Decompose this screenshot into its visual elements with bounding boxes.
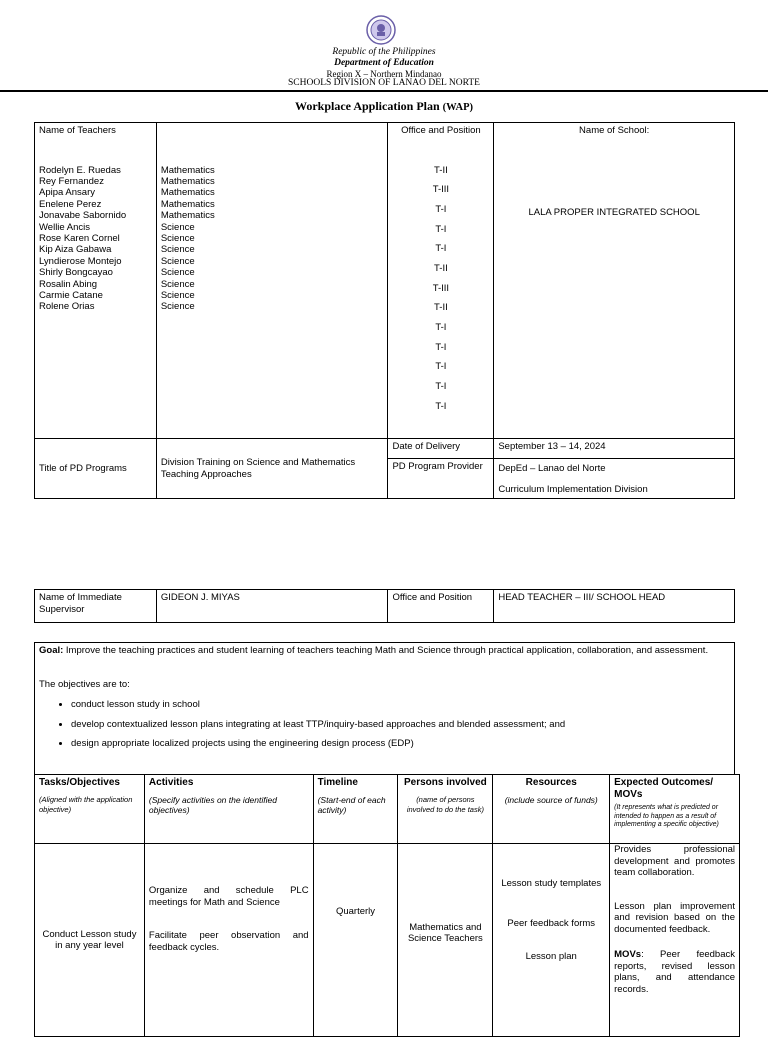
plan-header-row	[35, 775, 740, 844]
teacher-subject: Science	[160, 255, 195, 267]
plan-header-title: Persons involved	[403, 777, 487, 788]
plan-header-note: (It represents what is predicted or intended to happen as a result of implementing a specific objective)	[614, 804, 719, 828]
plan-header-note: (Specify activities on the identified objectives)	[148, 794, 277, 815]
teacher-name: Rose Karen Cornel	[39, 232, 120, 244]
pd-programs-label: Title of PD Programs	[35, 439, 157, 499]
timeline-cell	[313, 844, 398, 1037]
teacher-position: T-III	[432, 282, 450, 294]
teacher-position: T-I	[435, 243, 447, 255]
office-position-label: Office and Position	[401, 125, 481, 136]
teacher-subject: Science	[160, 301, 195, 313]
plan-header-note: (Start-end of each activity)	[317, 794, 386, 815]
teacher-name: Rolene Orias	[39, 301, 95, 313]
outcomes-cell	[610, 844, 740, 1037]
plan-header-title: Tasks/Objectives	[39, 777, 120, 788]
resource-2: Peer feedback forms	[507, 917, 596, 929]
teacher-name-list	[39, 165, 152, 313]
header-division: SCHOOLS DIVISION OF LANAO DEL NORTE	[288, 78, 480, 88]
plan-header-note: (name of persons involved to do the task)	[406, 794, 484, 814]
objectives-list	[39, 699, 730, 750]
teacher-position: T-I	[435, 341, 447, 353]
document-title	[0, 99, 768, 114]
plan-header-note: (Aligned with the application objective)	[39, 794, 133, 814]
teachers-table	[34, 122, 735, 499]
teacher-subject: Science	[160, 221, 195, 233]
teacher-name: Rodelyn E. Ruedas	[39, 164, 121, 176]
supervisor-position: HEAD TEACHER – III/ SCHOOL HEAD	[494, 590, 735, 623]
teacher-subject: Mathematics	[160, 187, 215, 199]
teacher-subject: Mathematics	[160, 210, 215, 222]
teacher-position: T-I	[435, 381, 447, 393]
header-region: Region X – Northern Mindanao	[326, 69, 442, 79]
plan-header-note: (include source of funds)	[504, 794, 598, 805]
movs-text: : Peer feedback reports, revised lesson plans, and attendance records.	[614, 949, 735, 995]
timeline-value: Quarterly	[335, 906, 376, 917]
teacher-name: Rey Fernandez	[39, 175, 104, 187]
date-of-delivery-value: September 13 – 14, 2024	[494, 439, 735, 459]
persons-cell	[398, 844, 493, 1037]
teacher-name: Carmie Catane	[39, 289, 103, 301]
teacher-subject: Mathematics	[160, 175, 215, 187]
plan-header-cell	[398, 775, 493, 844]
teacher-position: T-II	[434, 164, 448, 176]
outcome-2: Lesson plan improvement and revision based on the documented feedback.	[614, 900, 735, 935]
teacher-position: T-II	[434, 262, 448, 274]
movs-label: MOVs	[614, 949, 642, 960]
teacher-position: T-III	[432, 184, 450, 196]
teachers-subjects-cell	[156, 123, 388, 439]
teacher-subject: Mathematics	[160, 164, 215, 176]
teacher-name: Apipa Ansary	[39, 187, 95, 199]
plan-header-cell	[35, 775, 145, 844]
plan-table	[34, 774, 740, 1037]
header-divider	[0, 90, 768, 92]
goal-paragraph	[39, 645, 730, 657]
positions-cell	[388, 123, 494, 439]
name-of-school-label: Name of School:	[579, 125, 650, 136]
outcome-1: Provides professional development and promotes team collaboration.	[614, 844, 735, 878]
goal-text: Improve the teaching practices and student learning of teachers teaching Math and Science through practical application, collaboration, and assessment.	[63, 645, 709, 656]
pd-provider-label: PD Program Provider	[388, 459, 494, 499]
header-republic: Republic of the Philippines	[332, 47, 436, 57]
teacher-name: Kip Aiza Gabawa	[39, 244, 112, 256]
name-of-teachers-label: Name of Teachers	[39, 125, 116, 136]
resources-cell	[493, 844, 610, 1037]
teacher-subject-list	[161, 165, 384, 313]
school-cell	[494, 123, 735, 439]
objective-item: • design appropriate localized projects using the engineering design process (EDP)	[71, 738, 730, 750]
teacher-subject: Science	[160, 244, 195, 256]
teacher-name: Rosalin Abing	[39, 278, 98, 290]
plan-header-cell	[313, 775, 398, 844]
plan-row	[35, 844, 740, 1037]
objectives-intro: The objectives are to:	[39, 679, 130, 690]
supervisor-label: Name of Immediate Supervisor	[35, 590, 157, 623]
title-suffix: (WAP)	[442, 102, 473, 113]
plan-header-title: Activities	[148, 777, 194, 788]
teachers-names-cell	[35, 123, 157, 439]
resource-1: Lesson study templates	[501, 878, 602, 889]
resource-3: Lesson plan	[525, 951, 577, 962]
goal-section	[34, 642, 735, 774]
supervisor-name: GIDEON J. MIYAS	[156, 590, 388, 623]
pd-provider-value	[494, 459, 735, 499]
teacher-name: Enelene Perez	[39, 198, 102, 210]
teacher-position: T-I	[435, 223, 447, 235]
teacher-name: Jonavabe Sabornido	[39, 210, 127, 222]
teacher-subject: Science	[160, 232, 195, 244]
provider-line-2: Curriculum Implementation Division	[498, 483, 648, 495]
pd-program-title: Division Training on Science and Mathematics Teaching Approaches	[156, 439, 388, 499]
teacher-name: Lyndierose Montejo	[39, 255, 122, 267]
plan-header-title: Expected Outcomes/ MOVs	[614, 777, 714, 800]
plan-header-title: Resources	[525, 777, 577, 788]
date-of-delivery-label: Date of Delivery	[388, 439, 494, 459]
supervisor-office-label: Office and Position	[388, 590, 494, 623]
task-cell: Conduct Lesson study in any year level	[35, 844, 145, 1037]
provider-line-1: DepEd – Lanao del Norte	[498, 463, 606, 474]
teacher-subject: Mathematics	[160, 198, 215, 210]
school-name: LALA PROPER INTEGRATED SCHOOL	[528, 206, 700, 218]
teacher-position: T-I	[435, 400, 447, 412]
objective-item: • conduct lesson study in school	[71, 699, 730, 711]
movs-paragraph	[614, 949, 735, 995]
teacher-position: T-I	[435, 203, 447, 215]
teacher-name: Wellie Ancis	[39, 221, 91, 233]
title-main: Workplace Application Plan	[294, 99, 443, 113]
plan-header-cell	[493, 775, 610, 844]
activities-cell	[144, 844, 313, 1037]
position-list	[392, 165, 489, 421]
activity-2: Facilitate peer observation and feedback cycles.	[148, 930, 309, 953]
teacher-position: T-I	[435, 322, 447, 333]
supervisor-table	[34, 589, 735, 623]
plan-header-cell	[610, 775, 740, 844]
objective-item: • develop contextualized lesson plans integrating at least TTP/inquiry-based approaches and blended assessment; and	[71, 719, 730, 731]
teacher-name: Shirly Bongcayao	[39, 267, 113, 279]
teacher-subject: Science	[160, 289, 195, 301]
plan-header-cell	[144, 775, 313, 844]
teacher-position: T-II	[434, 302, 448, 314]
activity-1: Organize and schedule PLC meetings for Math and Science	[148, 885, 309, 908]
plan-header-title: Timeline	[317, 777, 358, 788]
persons-value: Mathematics and Science Teachers	[407, 921, 483, 944]
teacher-subject: Science	[160, 267, 195, 279]
teacher-subject: Science	[160, 278, 195, 290]
teacher-position: T-I	[435, 361, 447, 373]
header-department: Department of Education	[334, 58, 434, 68]
deped-seal-logo	[366, 15, 396, 45]
goal-label: Goal:	[39, 645, 64, 656]
